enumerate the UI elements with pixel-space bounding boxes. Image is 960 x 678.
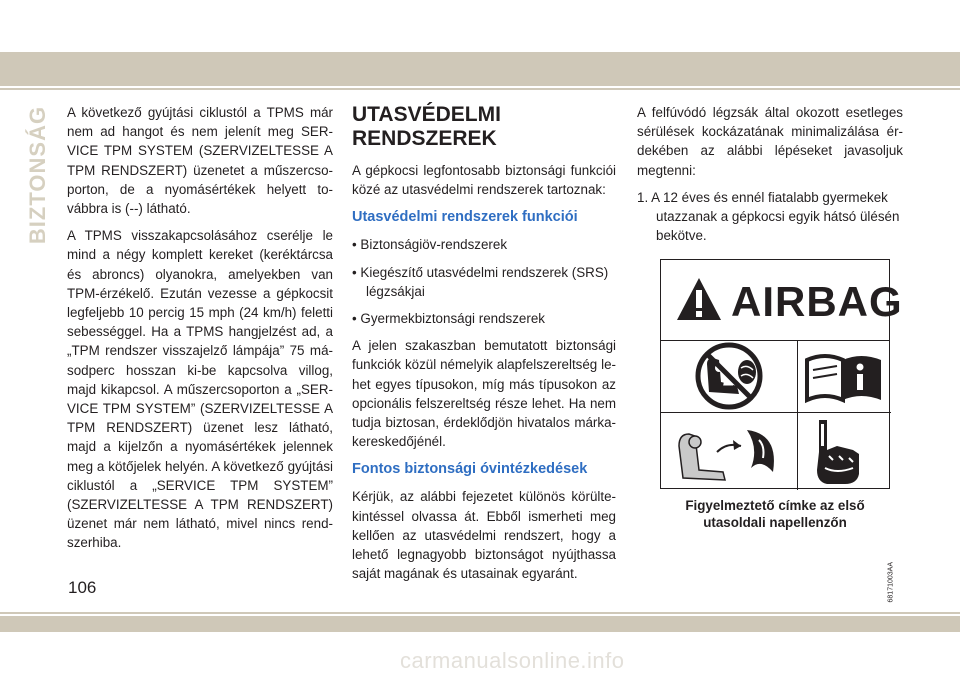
label-part-number: 68171003AA (887, 562, 894, 603)
paragraph: A következő gyújtási ciklustól a TPMS már nem ad hangot és nem jelenít meg SER-VICE TPM SYSTEM (SZERVIZELTESSE A TPM RENDSZERT) üzenetet a műszercso-porton, de a nyomásértékek helyett to-vábbra is (--) látható. (67, 105, 333, 217)
pointing-hand-cell (797, 412, 894, 603)
paragraph: A TPMS visszakapcsolásához cserélje le mind a négy komplett kereket (keréktárcsa és abroncs) olyanokra, amelyekben van TPM-érzékelő. Ezután vezesse a gépkocsit legfeljebb 10 percig 15 mph (24 km/h) feletti sebességgel. Ha a TPMS hangjelzést ad, a „TPM rendszer visszajelző lámpája” 75 má-sodperc hosszan ki-be kapcsolva villog, majd kikapcsol. A műszercsoporton a „SER-VICE TPM SYSTEM” (SZERVIZELTESSE A TPM RENDSZERT) üzenet lesz látható, majd a kijelzőn a nyomásértékek jelennek meg a kötőjelek helyén. A következő gyújtási ciklustól a „SERVICE TPM SYSTEM” (SZERVIZELTESSE A TPM RENDSZERT) üzenet már nem látható, mivel nincs rend-szerhiba. (67, 228, 333, 551)
intro-paragraph: A gépkocsi legfontosabb biztonsági funkciói közé az utasvédelmi rendszerek tartoznak: (352, 163, 616, 198)
paragraph: A jelen szakaszban bemutatott biztonsági funkciók közül némelyik alapfelszereltség le-het egyes típusokon, míg más típusokon az opcionális felszereltség része lehet. Ha nem tudja biztosan, érdeklődjön hivatalos márka-kereskedőjénél. (352, 338, 616, 450)
section-side-tab-label: BIZTONSÁG (25, 105, 50, 245)
top-band-rule (0, 88, 960, 90)
manual-info-icon (797, 340, 891, 412)
list-item: • Kiegészítő utasvédelmi rendszerek (SRS) légzsákjai (352, 264, 609, 299)
column-right (637, 103, 903, 253)
airbag-deploy-cell (661, 412, 798, 490)
page-number: 106 (68, 578, 97, 597)
column-left (67, 103, 333, 561)
bottom-band-rule (0, 612, 960, 614)
figure-caption: Figyelmeztető címke az első utasoldali napellenzőn (685, 498, 865, 530)
airbag-label-title: AIRBAG (731, 278, 903, 325)
column-middle (352, 103, 616, 591)
airbag-label-header (661, 260, 903, 341)
read-manual-cell (797, 340, 891, 413)
no-child-seat-icon (661, 340, 797, 412)
paragraph: A felfúvódó légzsák által okozott esetleges sérülések kockázatának minimalizálása ér-dekében az alábbi lépéseket javasoljuk megtenni: (637, 105, 903, 178)
pointing-hand-icon (797, 412, 877, 490)
subheading-restraint-functions: Utasvédelmi rendszerek funkciói (352, 209, 578, 226)
list-item: • Biztonságiöv-rendszerek (352, 237, 508, 253)
warning-triangle-icon (675, 276, 723, 322)
subheading-safety-precautions: Fontos biztonsági óvintézkedések (352, 461, 588, 478)
watermark: carmanualsonline.info (400, 648, 625, 673)
no-rear-facing-seat-cell (661, 340, 798, 413)
top-band (0, 52, 960, 86)
airbag-inflation-icon (661, 412, 797, 490)
numbered-list-item: 1. A 12 éves és ennél fiatalabb gyermekek utazzanak a gépkocsi egyik hátsó ülésén bekötve. (637, 189, 900, 244)
section-heading: UTASVÉDELMI RENDSZEREK (352, 103, 501, 150)
bottom-band (0, 616, 960, 632)
paragraph: Kérjük, az alábbi fejezetet különös körülte-kintéssel olvassa át. Ebből ismerheti meg kellően az utasvédelmi rendszert, hogy a lehető legnagyobb biztonságot nyújthassa saját magának és utasainak egyaránt. (352, 489, 616, 582)
list-item: • Gyermekbiztonsági rendszerek (352, 311, 545, 327)
section-side-tab (22, 105, 54, 245)
